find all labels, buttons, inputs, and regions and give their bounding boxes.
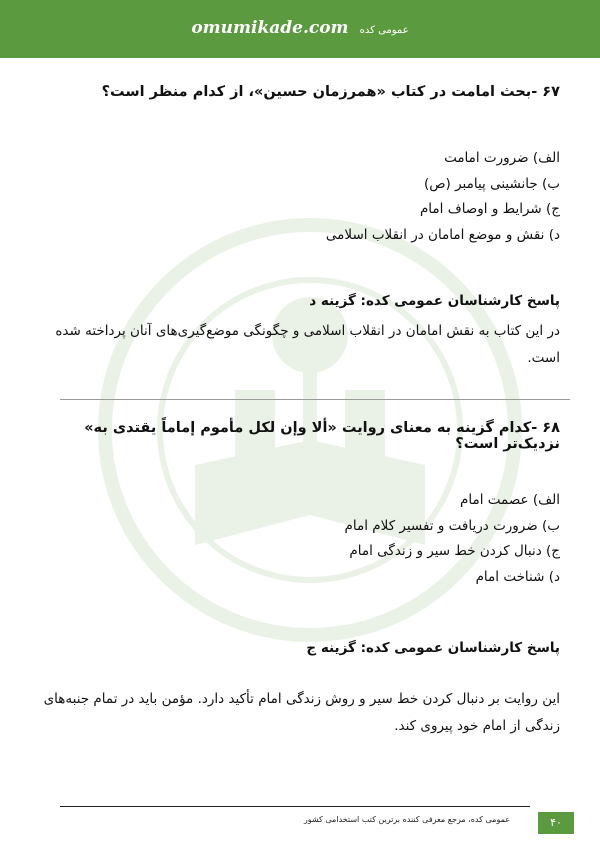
footer-divider xyxy=(60,806,530,807)
question-67-options xyxy=(40,146,560,248)
option-item: ج) شرایط و اوصاف امام xyxy=(419,201,560,217)
question-67-title: ۶۷ -بحث امامت در کتاب «همرزمان حسین»، از کدام منظر است؟ xyxy=(101,84,560,100)
brand-name: عمومی کده xyxy=(359,25,409,36)
option-item: د) نقش و موضع امامان در انقلاب اسلامی xyxy=(325,226,560,243)
header-bar xyxy=(0,0,600,58)
option-item: ب) ضرورت دریافت و تفسیر کلام امام xyxy=(344,517,560,534)
section-divider xyxy=(60,399,570,400)
option-item: الف) ضرورت امامت xyxy=(444,150,560,166)
question-68-explanation: این روایت بر دنبال کردن خط سیر و روش زندگی امام تأکید دارد. مؤمن باید در تمام جنبه‌های زندگی از امام خود پیروی کند. xyxy=(43,691,560,734)
page-number: ۴۰ xyxy=(538,812,574,834)
option-item: د) شناخت امام xyxy=(475,568,560,585)
question-68-title: ۶۸ -کدام گزینه به معنای روایت «ألا وإن لكل مأموم إماماً يقتدى به» نزدیک‌تر است؟ xyxy=(84,420,560,452)
footer-text: عمومی کده، مرجع معرفی کننده برترین کتب استخدامی کشور xyxy=(303,815,510,824)
option-item: ج) دنبال کردن خط سیر و زندگی امام xyxy=(349,543,560,559)
question-67-answer-title: پاسخ کارشناسان عمومی کده: گزینه د xyxy=(309,293,560,309)
option-item: ب) جانشینی پیامبر (ص) xyxy=(423,175,560,192)
question-68-options xyxy=(40,488,560,590)
header-title xyxy=(0,18,600,38)
question-68-answer-title: پاسخ کارشناسان عمومی کده: گزینه ج xyxy=(306,640,560,656)
question-67-explanation: در این کتاب به نقش امامان در انقلاب اسلامی و چگونگی موضع‌گیری‌های آنان پرداخته شده است. xyxy=(55,323,560,366)
option-item: الف) عصمت امام xyxy=(460,492,560,508)
site-url[interactable]: omumikade.com xyxy=(191,18,349,38)
